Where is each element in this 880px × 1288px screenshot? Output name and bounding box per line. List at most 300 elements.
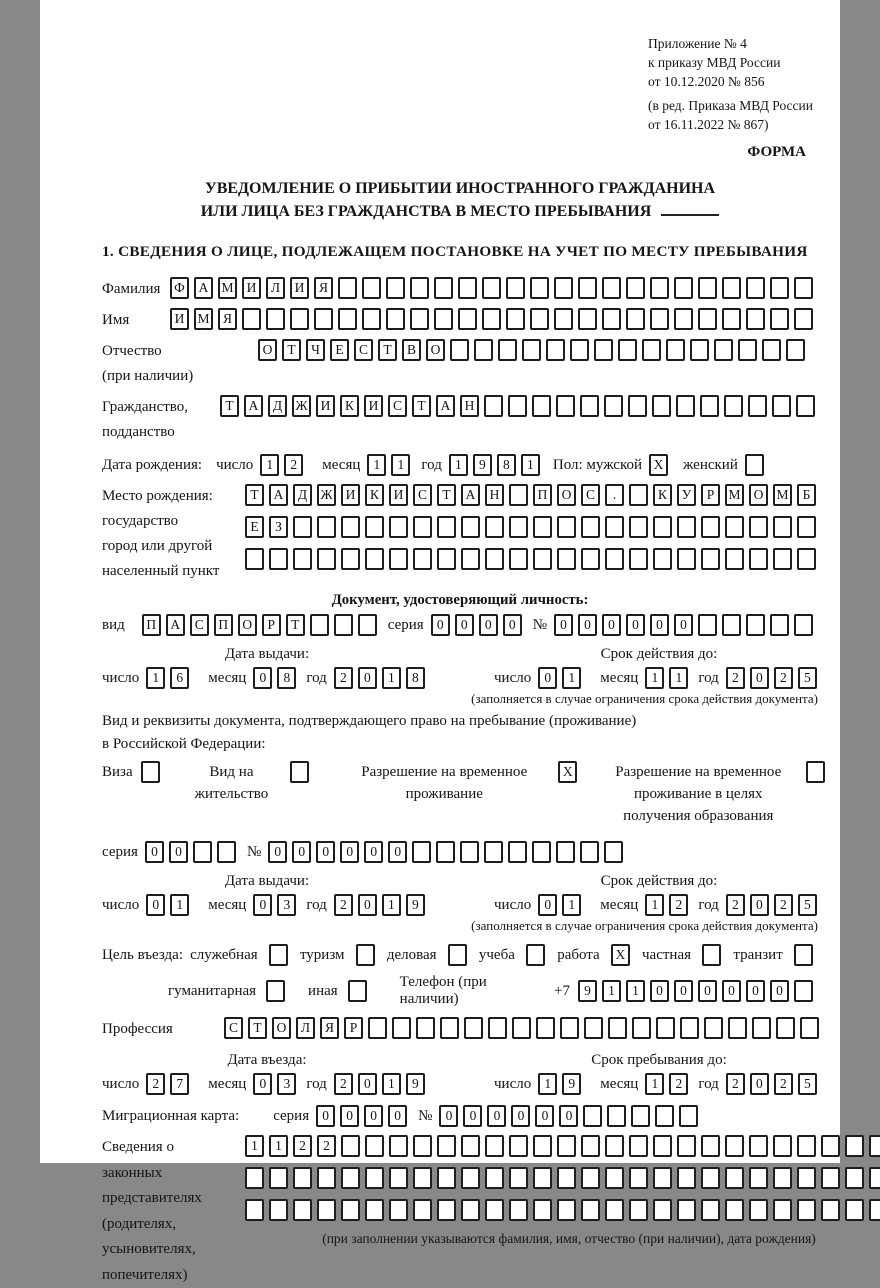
checkbox-temp-residence-education[interactable]	[806, 761, 825, 783]
form-cell[interactable]: 1	[382, 667, 401, 689]
form-cell[interactable]: Р	[344, 1017, 363, 1039]
form-cell[interactable]: 0	[388, 1105, 407, 1127]
form-cell[interactable]: 0	[503, 614, 522, 636]
form-cell[interactable]	[362, 308, 381, 330]
checkbox-transit[interactable]	[794, 944, 813, 966]
form-cell[interactable]	[557, 1199, 576, 1221]
form-cell[interactable]	[653, 1167, 672, 1189]
form-cell[interactable]	[821, 1167, 840, 1189]
form-cell[interactable]: С	[581, 484, 600, 506]
form-cell[interactable]	[700, 395, 719, 417]
form-cell[interactable]	[578, 308, 597, 330]
form-cell[interactable]: 1	[367, 454, 386, 476]
form-cell[interactable]	[772, 395, 791, 417]
form-cell[interactable]: Е	[245, 516, 264, 538]
form-cell[interactable]	[797, 548, 816, 570]
form-cell[interactable]: П	[142, 614, 161, 636]
form-cell[interactable]: К	[653, 484, 672, 506]
form-cell[interactable]: 2	[284, 454, 303, 476]
form-cell[interactable]	[628, 395, 647, 417]
form-cell[interactable]	[604, 395, 623, 417]
form-cell[interactable]	[458, 308, 477, 330]
form-cell[interactable]	[338, 277, 357, 299]
form-cell[interactable]	[746, 614, 765, 636]
form-cell[interactable]: 0	[439, 1105, 458, 1127]
form-cell[interactable]	[338, 308, 357, 330]
form-cell[interactable]	[437, 548, 456, 570]
form-cell[interactable]: 2	[774, 894, 793, 916]
form-cell[interactable]	[869, 1167, 880, 1189]
form-cell[interactable]	[679, 1105, 698, 1127]
form-cell[interactable]: С	[190, 614, 209, 636]
form-cell[interactable]	[602, 308, 621, 330]
form-cell[interactable]	[413, 516, 432, 538]
form-cell[interactable]	[773, 1167, 792, 1189]
form-cell[interactable]	[626, 308, 645, 330]
form-cell[interactable]: 0	[602, 614, 621, 636]
form-cell[interactable]	[725, 548, 744, 570]
form-cell[interactable]	[629, 548, 648, 570]
form-cell[interactable]	[722, 308, 741, 330]
form-cell[interactable]	[666, 339, 685, 361]
form-cell[interactable]	[749, 1199, 768, 1221]
form-cell[interactable]	[530, 308, 549, 330]
form-cell[interactable]	[845, 1199, 864, 1221]
form-cell[interactable]	[440, 1017, 459, 1039]
form-cell[interactable]	[508, 395, 527, 417]
form-cell[interactable]: 2	[146, 1073, 165, 1095]
form-cell[interactable]	[748, 395, 767, 417]
form-cell[interactable]: 0	[316, 841, 335, 863]
form-cell[interactable]	[556, 395, 575, 417]
form-cell[interactable]	[310, 614, 329, 636]
form-cell[interactable]	[604, 841, 623, 863]
form-cell[interactable]: 1	[669, 667, 688, 689]
form-cell[interactable]: 2	[726, 894, 745, 916]
form-cell[interactable]	[704, 1017, 723, 1039]
form-cell[interactable]: О	[749, 484, 768, 506]
form-cell[interactable]: 0	[169, 841, 188, 863]
form-cell[interactable]	[653, 516, 672, 538]
form-cell[interactable]: Т	[245, 484, 264, 506]
form-cell[interactable]: 9	[562, 1073, 581, 1095]
form-cell[interactable]	[605, 548, 624, 570]
form-cell[interactable]: 0	[364, 841, 383, 863]
form-cell[interactable]	[530, 277, 549, 299]
form-cell[interactable]	[389, 548, 408, 570]
form-cell[interactable]	[484, 841, 503, 863]
form-cell[interactable]	[605, 516, 624, 538]
form-cell[interactable]: 5	[798, 894, 817, 916]
form-cell[interactable]	[557, 1167, 576, 1189]
form-cell[interactable]	[698, 614, 717, 636]
form-cell[interactable]: С	[354, 339, 373, 361]
form-cell[interactable]: 0	[750, 1073, 769, 1095]
form-cell[interactable]: 0	[463, 1105, 482, 1127]
form-cell[interactable]	[797, 516, 816, 538]
form-cell[interactable]	[506, 277, 525, 299]
form-cell[interactable]	[314, 308, 333, 330]
form-cell[interactable]: 0	[538, 894, 557, 916]
form-cell[interactable]: Е	[330, 339, 349, 361]
form-cell[interactable]: 2	[726, 1073, 745, 1095]
form-cell[interactable]: Н	[460, 395, 479, 417]
form-cell[interactable]: .	[605, 484, 624, 506]
form-cell[interactable]	[632, 1017, 651, 1039]
form-cell[interactable]: 6	[170, 667, 189, 689]
form-cell[interactable]	[341, 1135, 360, 1157]
form-cell[interactable]	[413, 1199, 432, 1221]
form-cell[interactable]	[533, 516, 552, 538]
form-cell[interactable]	[722, 614, 741, 636]
form-cell[interactable]: 0	[746, 980, 765, 1002]
form-cell[interactable]: Я	[320, 1017, 339, 1039]
checkbox-private[interactable]	[702, 944, 721, 966]
form-cell[interactable]: А	[436, 395, 455, 417]
form-cell[interactable]	[656, 1017, 675, 1039]
form-cell[interactable]	[676, 395, 695, 417]
form-cell[interactable]	[532, 841, 551, 863]
form-cell[interactable]: 0	[698, 980, 717, 1002]
form-cell[interactable]	[725, 1199, 744, 1221]
form-cell[interactable]	[796, 395, 815, 417]
form-cell[interactable]: 0	[145, 841, 164, 863]
form-cell[interactable]	[749, 548, 768, 570]
form-cell[interactable]	[631, 1105, 650, 1127]
form-cell[interactable]	[485, 516, 504, 538]
form-cell[interactable]	[557, 548, 576, 570]
form-cell[interactable]	[389, 1135, 408, 1157]
form-cell[interactable]: Б	[797, 484, 816, 506]
form-cell[interactable]	[536, 1017, 555, 1039]
form-cell[interactable]	[869, 1199, 880, 1221]
form-cell[interactable]	[389, 1167, 408, 1189]
form-cell[interactable]: П	[533, 484, 552, 506]
form-cell[interactable]	[762, 339, 781, 361]
form-cell[interactable]	[482, 277, 501, 299]
form-cell[interactable]	[365, 548, 384, 570]
form-cell[interactable]: Д	[268, 395, 287, 417]
form-cell[interactable]	[776, 1017, 795, 1039]
form-cell[interactable]	[690, 339, 709, 361]
form-cell[interactable]: 5	[798, 1073, 817, 1095]
form-cell[interactable]	[368, 1017, 387, 1039]
form-cell[interactable]	[746, 277, 765, 299]
form-cell[interactable]	[485, 1199, 504, 1221]
form-cell[interactable]	[458, 277, 477, 299]
form-cell[interactable]	[334, 614, 353, 636]
form-cell[interactable]: 3	[277, 894, 296, 916]
form-cell[interactable]: Ф	[170, 277, 189, 299]
form-cell[interactable]	[386, 308, 405, 330]
form-cell[interactable]: Т	[412, 395, 431, 417]
form-cell[interactable]: 0	[674, 980, 693, 1002]
form-cell[interactable]: 0	[455, 614, 474, 636]
form-cell[interactable]	[821, 1199, 840, 1221]
form-cell[interactable]	[773, 516, 792, 538]
form-cell[interactable]	[533, 548, 552, 570]
form-cell[interactable]: И	[341, 484, 360, 506]
form-cell[interactable]: Т	[286, 614, 305, 636]
form-cell[interactable]: 8	[277, 667, 296, 689]
form-cell[interactable]: 1	[602, 980, 621, 1002]
form-cell[interactable]	[629, 1135, 648, 1157]
form-cell[interactable]	[365, 516, 384, 538]
form-cell[interactable]	[245, 548, 264, 570]
form-cell[interactable]	[410, 308, 429, 330]
form-cell[interactable]	[533, 1135, 552, 1157]
form-cell[interactable]	[506, 308, 525, 330]
form-cell[interactable]: 1	[391, 454, 410, 476]
form-cell[interactable]: И	[170, 308, 189, 330]
form-cell[interactable]: 3	[277, 1073, 296, 1095]
form-cell[interactable]: 9	[406, 894, 425, 916]
form-cell[interactable]	[650, 277, 669, 299]
form-cell[interactable]: Л	[266, 277, 285, 299]
form-cell[interactable]	[581, 1199, 600, 1221]
form-cell[interactable]: 0	[358, 1073, 377, 1095]
form-cell[interactable]: О	[258, 339, 277, 361]
form-cell[interactable]	[725, 516, 744, 538]
form-cell[interactable]	[607, 1105, 626, 1127]
form-cell[interactable]	[416, 1017, 435, 1039]
form-cell[interactable]	[317, 516, 336, 538]
form-cell[interactable]: 1	[521, 454, 540, 476]
form-cell[interactable]	[701, 516, 720, 538]
form-cell[interactable]	[749, 1135, 768, 1157]
form-cell[interactable]	[773, 1199, 792, 1221]
form-cell[interactable]	[460, 841, 479, 863]
form-cell[interactable]	[845, 1167, 864, 1189]
form-cell[interactable]	[389, 516, 408, 538]
form-cell[interactable]	[650, 308, 669, 330]
checkbox-business[interactable]	[448, 944, 467, 966]
form-cell[interactable]: 2	[774, 1073, 793, 1095]
checkbox-visa[interactable]	[141, 761, 160, 783]
form-cell[interactable]: Т	[220, 395, 239, 417]
form-cell[interactable]: Ж	[292, 395, 311, 417]
form-cell[interactable]: 8	[497, 454, 516, 476]
form-cell[interactable]	[698, 308, 717, 330]
form-cell[interactable]: Т	[282, 339, 301, 361]
form-cell[interactable]: Ж	[317, 484, 336, 506]
form-cell[interactable]	[728, 1017, 747, 1039]
form-cell[interactable]: 2	[669, 1073, 688, 1095]
form-cell[interactable]	[341, 548, 360, 570]
form-cell[interactable]: И	[389, 484, 408, 506]
form-cell[interactable]: 0	[316, 1105, 335, 1127]
form-cell[interactable]	[701, 548, 720, 570]
form-cell[interactable]: 1	[382, 894, 401, 916]
form-cell[interactable]	[845, 1135, 864, 1157]
form-cell[interactable]	[581, 548, 600, 570]
form-cell[interactable]	[605, 1135, 624, 1157]
form-cell[interactable]	[800, 1017, 819, 1039]
form-cell[interactable]	[554, 277, 573, 299]
form-cell[interactable]: В	[402, 339, 421, 361]
form-cell[interactable]	[317, 1167, 336, 1189]
form-cell[interactable]	[677, 1199, 696, 1221]
form-cell[interactable]: Д	[293, 484, 312, 506]
form-cell[interactable]: 2	[774, 667, 793, 689]
form-cell[interactable]	[677, 516, 696, 538]
form-cell[interactable]: 5	[798, 667, 817, 689]
form-cell[interactable]	[570, 339, 589, 361]
form-cell[interactable]	[362, 277, 381, 299]
form-cell[interactable]: 0	[146, 894, 165, 916]
form-cell[interactable]	[266, 308, 285, 330]
form-cell[interactable]: 9	[473, 454, 492, 476]
form-cell[interactable]: О	[426, 339, 445, 361]
form-cell[interactable]	[722, 277, 741, 299]
form-cell[interactable]	[392, 1017, 411, 1039]
form-cell[interactable]: З	[269, 516, 288, 538]
form-cell[interactable]	[434, 277, 453, 299]
form-cell[interactable]	[794, 308, 813, 330]
form-cell[interactable]: А	[166, 614, 185, 636]
form-cell[interactable]	[389, 1199, 408, 1221]
form-cell[interactable]	[317, 548, 336, 570]
form-cell[interactable]: 0	[750, 894, 769, 916]
form-cell[interactable]: 1	[645, 894, 664, 916]
form-cell[interactable]	[584, 1017, 603, 1039]
form-cell[interactable]	[245, 1167, 264, 1189]
form-cell[interactable]	[652, 395, 671, 417]
form-cell[interactable]: 0	[750, 667, 769, 689]
form-cell[interactable]	[746, 308, 765, 330]
form-cell[interactable]	[626, 277, 645, 299]
form-cell[interactable]	[578, 277, 597, 299]
form-cell[interactable]: 2	[293, 1135, 312, 1157]
form-cell[interactable]: С	[388, 395, 407, 417]
form-cell[interactable]: Р	[701, 484, 720, 506]
form-cell[interactable]	[341, 516, 360, 538]
form-cell[interactable]: 1	[562, 894, 581, 916]
form-cell[interactable]	[725, 1167, 744, 1189]
form-cell[interactable]: 1	[260, 454, 279, 476]
form-cell[interactable]	[794, 980, 813, 1002]
form-cell[interactable]: 0	[511, 1105, 530, 1127]
form-cell[interactable]	[437, 516, 456, 538]
form-cell[interactable]	[605, 1199, 624, 1221]
form-cell[interactable]	[680, 1017, 699, 1039]
form-cell[interactable]	[484, 395, 503, 417]
checkbox-tourism[interactable]	[356, 944, 375, 966]
form-cell[interactable]	[773, 548, 792, 570]
form-cell[interactable]: Т	[248, 1017, 267, 1039]
form-cell[interactable]	[794, 277, 813, 299]
form-cell[interactable]	[554, 308, 573, 330]
form-cell[interactable]	[674, 308, 693, 330]
form-cell[interactable]	[557, 1135, 576, 1157]
form-cell[interactable]	[485, 548, 504, 570]
form-cell[interactable]	[557, 516, 576, 538]
form-cell[interactable]	[608, 1017, 627, 1039]
form-cell[interactable]: 0	[364, 1105, 383, 1127]
form-cell[interactable]	[461, 548, 480, 570]
form-cell[interactable]: И	[316, 395, 335, 417]
form-cell[interactable]: 1	[645, 667, 664, 689]
checkbox-work[interactable]: X	[611, 944, 630, 966]
form-cell[interactable]	[365, 1167, 384, 1189]
form-cell[interactable]	[869, 1135, 880, 1157]
form-cell[interactable]	[580, 841, 599, 863]
form-cell[interactable]: 0	[253, 894, 272, 916]
form-cell[interactable]	[509, 1167, 528, 1189]
form-cell[interactable]	[653, 1135, 672, 1157]
form-cell[interactable]: 9	[406, 1073, 425, 1095]
form-cell[interactable]	[461, 1135, 480, 1157]
form-cell[interactable]: 1	[562, 667, 581, 689]
form-cell[interactable]	[714, 339, 733, 361]
form-cell[interactable]	[413, 548, 432, 570]
form-cell[interactable]	[581, 1167, 600, 1189]
form-cell[interactable]	[701, 1199, 720, 1221]
checkbox-female[interactable]	[745, 454, 764, 476]
form-cell[interactable]: 0	[559, 1105, 578, 1127]
form-cell[interactable]	[242, 308, 261, 330]
form-cell[interactable]: И	[364, 395, 383, 417]
checkbox-residence-permit[interactable]	[290, 761, 309, 783]
form-cell[interactable]	[725, 1135, 744, 1157]
form-cell[interactable]	[365, 1199, 384, 1221]
checkbox-other[interactable]	[348, 980, 367, 1002]
form-cell[interactable]	[269, 548, 288, 570]
form-cell[interactable]	[677, 1167, 696, 1189]
checkbox-study[interactable]	[526, 944, 545, 966]
form-cell[interactable]: 0	[674, 614, 693, 636]
form-cell[interactable]	[474, 339, 493, 361]
form-cell[interactable]: 0	[253, 1073, 272, 1095]
form-cell[interactable]	[770, 277, 789, 299]
form-cell[interactable]	[629, 484, 648, 506]
form-cell[interactable]	[532, 395, 551, 417]
form-cell[interactable]	[605, 1167, 624, 1189]
form-cell[interactable]: 1	[645, 1073, 664, 1095]
form-cell[interactable]	[533, 1167, 552, 1189]
form-cell[interactable]: О	[272, 1017, 291, 1039]
form-cell[interactable]: 1	[449, 454, 468, 476]
form-cell[interactable]: 0	[340, 841, 359, 863]
form-cell[interactable]: 0	[431, 614, 450, 636]
form-cell[interactable]: 1	[170, 894, 189, 916]
form-cell[interactable]	[821, 1135, 840, 1157]
form-cell[interactable]	[217, 841, 236, 863]
form-cell[interactable]: С	[413, 484, 432, 506]
form-cell[interactable]	[786, 339, 805, 361]
form-cell[interactable]	[629, 516, 648, 538]
form-cell[interactable]: 0	[535, 1105, 554, 1127]
form-cell[interactable]: Т	[437, 484, 456, 506]
form-cell[interactable]: Ч	[306, 339, 325, 361]
form-cell[interactable]: Н	[485, 484, 504, 506]
form-cell[interactable]	[770, 308, 789, 330]
form-cell[interactable]	[509, 1199, 528, 1221]
form-cell[interactable]	[464, 1017, 483, 1039]
form-cell[interactable]	[413, 1135, 432, 1157]
form-cell[interactable]: 1	[245, 1135, 264, 1157]
form-cell[interactable]: 7	[170, 1073, 189, 1095]
form-cell[interactable]	[618, 339, 637, 361]
form-cell[interactable]	[770, 614, 789, 636]
form-cell[interactable]: П	[214, 614, 233, 636]
form-cell[interactable]	[341, 1199, 360, 1221]
form-cell[interactable]	[461, 516, 480, 538]
checkbox-official[interactable]	[269, 944, 288, 966]
form-cell[interactable]: 1	[146, 667, 165, 689]
form-cell[interactable]	[245, 1199, 264, 1221]
form-cell[interactable]	[580, 395, 599, 417]
